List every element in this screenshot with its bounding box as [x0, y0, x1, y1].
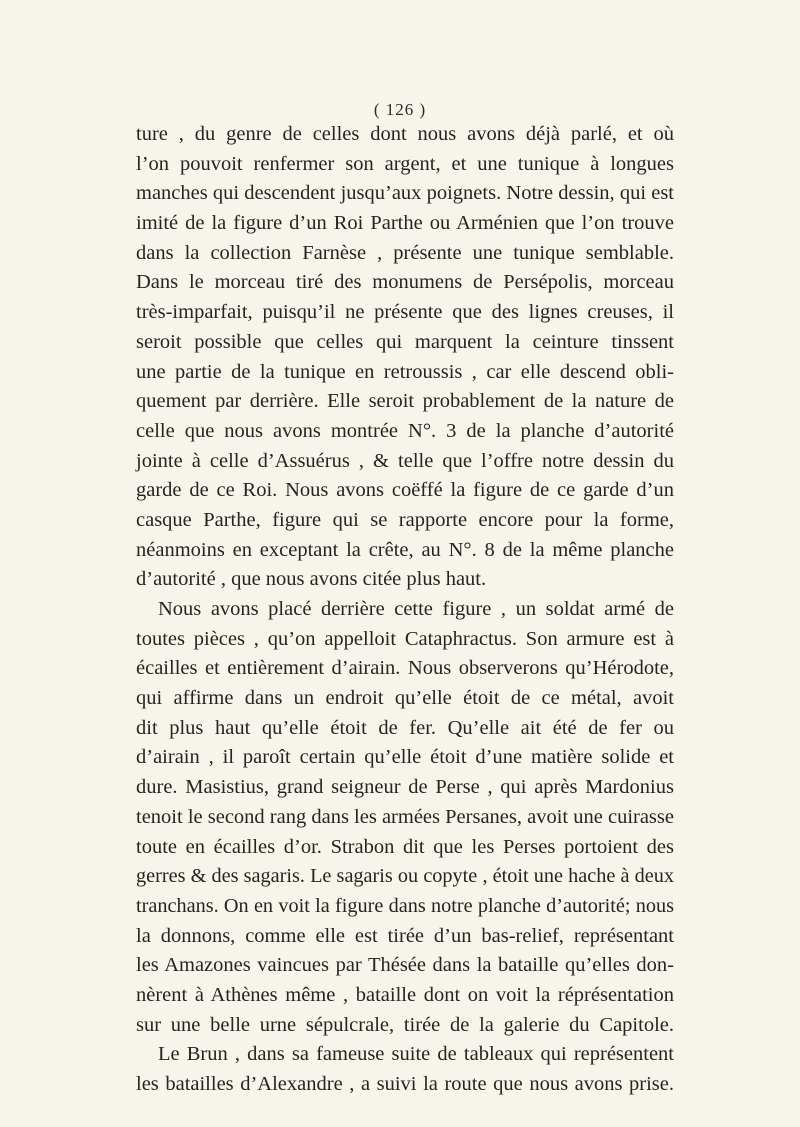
text-line: gerres & des sagaris. Le sagaris ou copyte , étoit une hache à deux	[136, 865, 674, 888]
text-line: les batailles d’Alexandre , a suivi la route que nous avons prise.	[136, 1073, 674, 1095]
body-text	[136, 120, 674, 1100]
text-line: garde de ce Roi. Nous avons coëffé la figure de ce garde d’un	[136, 479, 674, 502]
text-line: l’on pouvoit renfermer son argent, et une tunique à longues	[136, 152, 674, 175]
text-line: tranchans. On en voit la figure dans notre planche d’autorité; nous	[136, 894, 674, 917]
text-line: dit plus haut qu’elle étoit de fer. Qu’elle ait été de fer ou	[136, 716, 674, 739]
text-line: celle que nous avons montrée N°. 3 de la planche d’autorité	[136, 419, 674, 442]
text-line: d’autorité , que nous avons citée plus haut.	[136, 568, 487, 591]
text-line: toutes pièces , qu’on appelloit Cataphractus. Son armure est à	[136, 627, 674, 650]
text-line: nèrent à Athènes même , bataille dont on voit la réprésentation	[136, 983, 674, 1006]
text-line: sur une belle urne sépulcrale, tirée de la galerie du Capitole.	[136, 1013, 674, 1036]
paragraph-start-line: Le Brun , dans sa fameuse suite de tableaux qui représentent	[158, 1043, 674, 1066]
paragraph-start-line: Nous avons placé derrière cette figure , un soldat armé de	[158, 598, 674, 620]
text-line: manches qui descendent jusqu’aux poignets. Notre dessin, qui est	[136, 182, 674, 205]
text-line: les Amazones vaincues par Thésée dans la bataille qu’elles don-	[136, 954, 674, 977]
text-line: d’airain , il paroît certain qu’elle étoit d’une matière solide et	[136, 746, 674, 769]
text-line: toute en écailles d’or. Strabon dit que les Perses portoient des	[136, 835, 674, 858]
text-line: ture , du genre de celles dont nous avons déjà parlé, et où	[136, 123, 674, 145]
text-line: quement par derrière. Elle seroit probablement de la nature de	[136, 390, 674, 413]
text-line: la donnons, comme elle est tirée d’un bas-relief, représentant	[136, 924, 674, 947]
text-line: qui affirme dans un endroit qu’elle étoit de ce métal, avoit	[136, 687, 674, 710]
text-line: néanmoins en exceptant la crête, au N°. 8 de la même planche	[136, 538, 674, 561]
text-line: dure. Masistius, grand seigneur de Perse , qui après Mardonius	[136, 776, 674, 799]
text-line: seroit possible que celles qui marquent la ceinture tinssent	[136, 330, 674, 353]
text-line: une partie de la tunique en retroussis , car elle descend obli-	[136, 360, 674, 383]
page-number: ( 126 )	[373, 100, 427, 119]
text-line: Dans le morceau tiré des monumens de Persépolis, morceau	[136, 271, 674, 294]
text-line: dans la collection Farnèse , présente une tunique semblable.	[136, 241, 674, 264]
text-line: jointe à celle d’Assuérus , & telle que l’offre notre dessin du	[136, 449, 674, 472]
text-line: tenoit le second rang dans les armées Persanes, avoit une cuirasse	[136, 805, 674, 828]
text-line: casque Parthe, figure qui se rapporte encore pour la forme,	[136, 508, 674, 531]
text-line: écailles et entièrement d’airain. Nous observerons qu’Hérodote,	[136, 657, 674, 680]
text-line: imité de la figure d’un Roi Parthe ou Arménien que l’on trouve	[136, 212, 674, 235]
text-line: très-imparfait, puisqu’il ne présente que des lignes creuses, il	[136, 301, 674, 324]
